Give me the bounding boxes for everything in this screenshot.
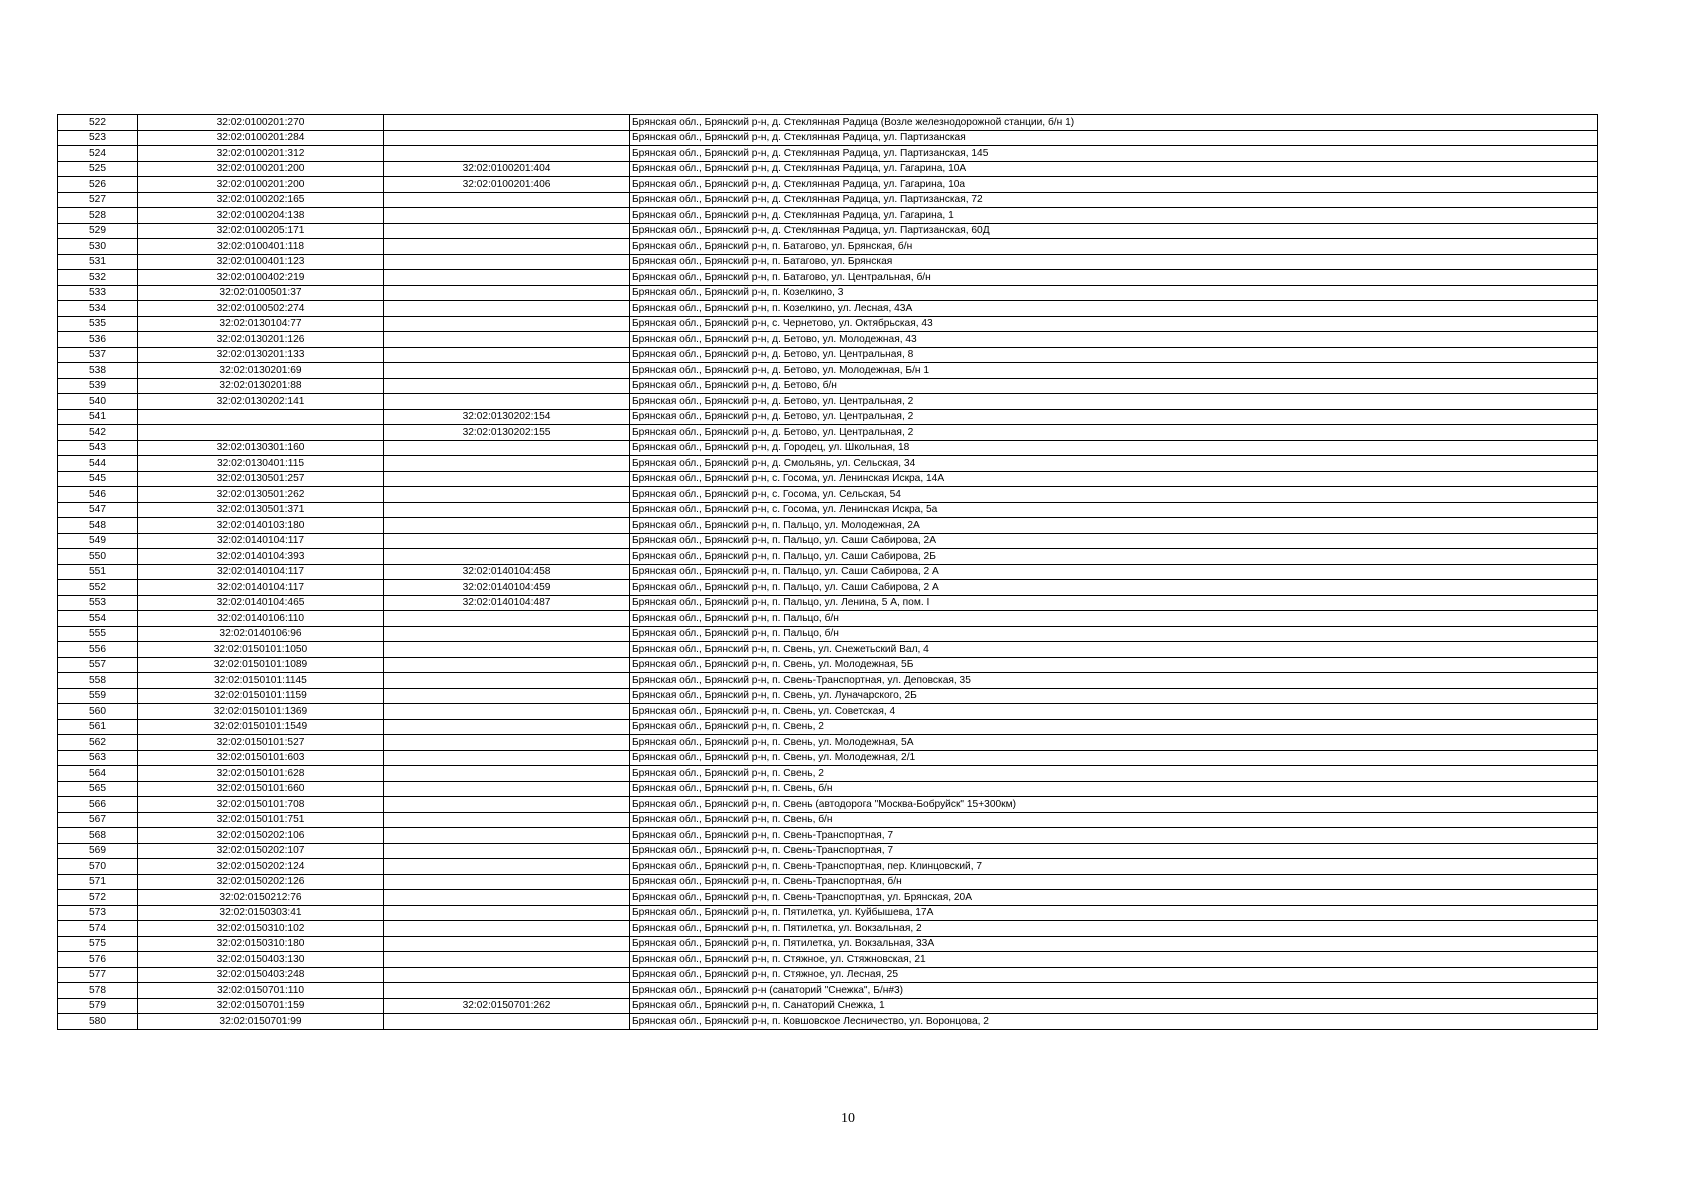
table-row — [58, 487, 1598, 503]
address-cell: Брянская обл., Брянский р-н, д. Стеклянная Радица, ул. Партизанская, 60Д — [630, 223, 1598, 239]
row-number-cell: 530 — [58, 239, 138, 255]
address-cell: Брянская обл., Брянский р-н, п. Пальцо, ул. Саши Сабирова, 2А — [630, 533, 1598, 549]
table-row — [58, 626, 1598, 642]
parent-cadastral-number-cell: 32:02:0150701:262 — [384, 998, 630, 1014]
table-row — [58, 797, 1598, 813]
table-row — [58, 580, 1598, 596]
address-cell: Брянская обл., Брянский р-н, д. Стеклянная Радица, ул. Гагарина, 10А — [630, 161, 1598, 177]
row-number-cell: 546 — [58, 487, 138, 503]
row-number-cell: 534 — [58, 301, 138, 317]
parent-cadastral-number-cell — [384, 1014, 630, 1030]
row-number-cell: 527 — [58, 192, 138, 208]
table-row — [58, 719, 1598, 735]
address-cell: Брянская обл., Брянский р-н, п. Санаторий Снежка, 1 — [630, 998, 1598, 1014]
parent-cadastral-number-cell — [384, 611, 630, 627]
cadastral-number-cell: 32:02:0100202:165 — [138, 192, 384, 208]
cadastral-number-cell: 32:02:0100201:200 — [138, 161, 384, 177]
address-cell: Брянская обл., Брянский р-н, д. Бетово, ул. Центральная, 2 — [630, 409, 1598, 425]
row-number-cell: 525 — [58, 161, 138, 177]
row-number-cell: 572 — [58, 890, 138, 906]
cadastral-number-cell: 32:02:0150212:76 — [138, 890, 384, 906]
address-cell: Брянская обл., Брянский р-н, п. Батагово, ул. Брянская — [630, 254, 1598, 270]
row-number-cell: 536 — [58, 332, 138, 348]
address-cell: Брянская обл., Брянский р-н, д. Стеклянная Радица (Возле железнодорожной станции, б/н 1) — [630, 115, 1598, 131]
parent-cadastral-number-cell — [384, 223, 630, 239]
row-number-cell: 560 — [58, 704, 138, 720]
cadastral-number-cell: 32:02:0150101:1159 — [138, 688, 384, 704]
table-row — [58, 456, 1598, 472]
address-cell: Брянская обл., Брянский р-н, п. Пальцо, ул. Саши Сабирова, 2 А — [630, 580, 1598, 596]
row-number-cell: 535 — [58, 316, 138, 332]
parent-cadastral-number-cell — [384, 704, 630, 720]
parent-cadastral-number-cell — [384, 347, 630, 363]
row-number-cell: 540 — [58, 394, 138, 410]
parent-cadastral-number-cell — [384, 673, 630, 689]
table-row — [58, 285, 1598, 301]
address-cell: Брянская обл., Брянский р-н, с. Госома, ул. Ленинская Искра, 5а — [630, 502, 1598, 518]
parent-cadastral-number-cell — [384, 192, 630, 208]
cadastral-number-cell: 32:02:0130201:133 — [138, 347, 384, 363]
row-number-cell: 567 — [58, 812, 138, 828]
cadastral-number-cell: 32:02:0150310:102 — [138, 921, 384, 937]
address-cell: Брянская обл., Брянский р-н, д. Бетово, ул. Центральная, 2 — [630, 394, 1598, 410]
cadastral-number-cell: 32:02:0140106:96 — [138, 626, 384, 642]
cadastral-number-cell: 32:02:0100201:200 — [138, 177, 384, 193]
parent-cadastral-number-cell — [384, 130, 630, 146]
parent-cadastral-number-cell — [384, 936, 630, 952]
parent-cadastral-number-cell — [384, 502, 630, 518]
row-number-cell: 545 — [58, 471, 138, 487]
cadastral-number-cell: 32:02:0100401:123 — [138, 254, 384, 270]
parent-cadastral-number-cell — [384, 719, 630, 735]
row-number-cell: 565 — [58, 781, 138, 797]
table-row — [58, 394, 1598, 410]
address-cell: Брянская обл., Брянский р-н, д. Городец, ул. Школьная, 18 — [630, 440, 1598, 456]
table-row — [58, 146, 1598, 162]
table-row — [58, 657, 1598, 673]
cadastral-number-cell: 32:02:0140104:393 — [138, 549, 384, 565]
cadastral-number-cell: 32:02:0140104:465 — [138, 595, 384, 611]
parent-cadastral-number-cell: 32:02:0130202:155 — [384, 425, 630, 441]
row-number-cell: 529 — [58, 223, 138, 239]
table-row — [58, 177, 1598, 193]
table-row — [58, 332, 1598, 348]
cadastral-number-cell: 32:02:0140104:117 — [138, 580, 384, 596]
row-number-cell: 555 — [58, 626, 138, 642]
address-cell: Брянская обл., Брянский р-н, п. Пальцо, ул. Молодежная, 2А — [630, 518, 1598, 534]
address-cell: Брянская обл., Брянский р-н, п. Свень, ул. Снежетьский Вал, 4 — [630, 642, 1598, 658]
cadastral-number-cell: 32:02:0100205:171 — [138, 223, 384, 239]
table-row — [58, 735, 1598, 751]
row-number-cell: 522 — [58, 115, 138, 131]
address-cell: Брянская обл., Брянский р-н, п. Свень, ул. Молодежная, 5Б — [630, 657, 1598, 673]
cadastral-number-cell — [138, 425, 384, 441]
table-row — [58, 223, 1598, 239]
cadastral-number-cell: 32:02:0150101:1369 — [138, 704, 384, 720]
table-row — [58, 518, 1598, 534]
address-cell: Брянская обл., Брянский р-н, п. Свень (автодорога "Москва-Бобруйск" 15+300км) — [630, 797, 1598, 813]
table-row — [58, 595, 1598, 611]
cadastral-number-cell: 32:02:0140104:117 — [138, 533, 384, 549]
table-row — [58, 270, 1598, 286]
parent-cadastral-number-cell — [384, 440, 630, 456]
parent-cadastral-number-cell — [384, 952, 630, 968]
parent-cadastral-number-cell — [384, 239, 630, 255]
parent-cadastral-number-cell — [384, 812, 630, 828]
row-number-cell: 541 — [58, 409, 138, 425]
row-number-cell: 539 — [58, 378, 138, 394]
table-row — [58, 347, 1598, 363]
table-row — [58, 936, 1598, 952]
address-cell: Брянская обл., Брянский р-н, п. Свень, ул. Советская, 4 — [630, 704, 1598, 720]
table-row — [58, 502, 1598, 518]
row-number-cell: 563 — [58, 750, 138, 766]
parent-cadastral-number-cell — [384, 766, 630, 782]
cadastral-number-cell: 32:02:0150101:1145 — [138, 673, 384, 689]
row-number-cell: 554 — [58, 611, 138, 627]
cadastral-number-cell: 32:02:0130201:126 — [138, 332, 384, 348]
address-cell: Брянская обл., Брянский р-н, п. Козелкино, ул. Лесная, 43А — [630, 301, 1598, 317]
parent-cadastral-number-cell: 32:02:0140104:459 — [384, 580, 630, 596]
cadastral-number-cell: 32:02:0100204:138 — [138, 208, 384, 224]
row-number-cell: 575 — [58, 936, 138, 952]
parent-cadastral-number-cell — [384, 518, 630, 534]
table-row — [58, 750, 1598, 766]
cadastral-number-cell: 32:02:0100501:37 — [138, 285, 384, 301]
row-number-cell: 576 — [58, 952, 138, 968]
address-cell: Брянская обл., Брянский р-н, п. Ковшовское Лесничество, ул. Воронцова, 2 — [630, 1014, 1598, 1030]
parent-cadastral-number-cell — [384, 254, 630, 270]
address-cell: Брянская обл., Брянский р-н, п. Свень-Транспортная, б/н — [630, 874, 1598, 890]
cadastral-number-cell: 32:02:0130301:160 — [138, 440, 384, 456]
address-cell: Брянская обл., Брянский р-н, п. Свень, ул. Луначарского, 2Б — [630, 688, 1598, 704]
cadastral-number-cell: 32:02:0150101:660 — [138, 781, 384, 797]
row-number-cell: 570 — [58, 859, 138, 875]
parent-cadastral-number-cell — [384, 456, 630, 472]
cadastral-number-cell: 32:02:0130501:262 — [138, 487, 384, 503]
parent-cadastral-number-cell — [384, 828, 630, 844]
parent-cadastral-number-cell — [384, 270, 630, 286]
table-row — [58, 673, 1598, 689]
row-number-cell: 559 — [58, 688, 138, 704]
cadastral-number-cell: 32:02:0100201:284 — [138, 130, 384, 146]
table-row — [58, 611, 1598, 627]
parent-cadastral-number-cell: 32:02:0140104:458 — [384, 564, 630, 580]
parent-cadastral-number-cell — [384, 735, 630, 751]
row-number-cell: 578 — [58, 983, 138, 999]
cadastral-number-cell: 32:02:0150202:107 — [138, 843, 384, 859]
parent-cadastral-number-cell — [384, 797, 630, 813]
table-row — [58, 378, 1598, 394]
address-cell: Брянская обл., Брянский р-н, д. Стеклянная Радица, ул. Гагарина, 1 — [630, 208, 1598, 224]
row-number-cell: 562 — [58, 735, 138, 751]
address-cell: Брянская обл., Брянский р-н, п. Свень, 2 — [630, 719, 1598, 735]
row-number-cell: 580 — [58, 1014, 138, 1030]
table-row — [58, 921, 1598, 937]
cadastral-number-cell: 32:02:0150310:180 — [138, 936, 384, 952]
cadastral-number-cell: 32:02:0150701:110 — [138, 983, 384, 999]
cadastral-number-cell: 32:02:0140103:180 — [138, 518, 384, 534]
row-number-cell: 543 — [58, 440, 138, 456]
address-cell: Брянская обл., Брянский р-н, п. Стяжное, ул. Стяжновская, 21 — [630, 952, 1598, 968]
cadastral-number-cell: 32:02:0150101:708 — [138, 797, 384, 813]
address-cell: Брянская обл., Брянский р-н, п. Батагово, ул. Брянская, б/н — [630, 239, 1598, 255]
row-number-cell: 528 — [58, 208, 138, 224]
cadastral-number-cell: 32:02:0150202:126 — [138, 874, 384, 890]
table-row — [58, 549, 1598, 565]
table-row — [58, 115, 1598, 131]
address-cell: Брянская обл., Брянский р-н, п. Пальцо, ул. Саши Сабирова, 2Б — [630, 549, 1598, 565]
row-number-cell: 574 — [58, 921, 138, 937]
cadastral-number-cell: 32:02:0140106:110 — [138, 611, 384, 627]
table-row — [58, 363, 1598, 379]
table-row — [58, 890, 1598, 906]
parent-cadastral-number-cell: 32:02:0140104:487 — [384, 595, 630, 611]
table-row — [58, 161, 1598, 177]
table-row — [58, 471, 1598, 487]
address-cell: Брянская обл., Брянский р-н, п. Свень, б/н — [630, 781, 1598, 797]
row-number-cell: 550 — [58, 549, 138, 565]
parent-cadastral-number-cell — [384, 781, 630, 797]
parent-cadastral-number-cell — [384, 208, 630, 224]
table-row — [58, 1014, 1598, 1030]
parent-cadastral-number-cell: 32:02:0130202:154 — [384, 409, 630, 425]
table-row — [58, 998, 1598, 1014]
registry-table-body — [58, 115, 1598, 1030]
parent-cadastral-number-cell — [384, 378, 630, 394]
parent-cadastral-number-cell — [384, 394, 630, 410]
address-cell: Брянская обл., Брянский р-н, д. Смольянь, ул. Сельская, 34 — [630, 456, 1598, 472]
row-number-cell: 561 — [58, 719, 138, 735]
parent-cadastral-number-cell — [384, 642, 630, 658]
cadastral-number-cell: 32:02:0130501:371 — [138, 502, 384, 518]
table-row — [58, 781, 1598, 797]
row-number-cell: 523 — [58, 130, 138, 146]
table-row — [58, 828, 1598, 844]
cadastral-number-cell: 32:02:0150101:603 — [138, 750, 384, 766]
row-number-cell: 573 — [58, 905, 138, 921]
row-number-cell: 524 — [58, 146, 138, 162]
parent-cadastral-number-cell — [384, 363, 630, 379]
row-number-cell: 571 — [58, 874, 138, 890]
parent-cadastral-number-cell — [384, 843, 630, 859]
table-row — [58, 859, 1598, 875]
table-row — [58, 316, 1598, 332]
cadastral-number-cell: 32:02:0150101:628 — [138, 766, 384, 782]
cadastral-number-cell: 32:02:0150701:159 — [138, 998, 384, 1014]
cadastral-number-cell: 32:02:0100402:219 — [138, 270, 384, 286]
table-row — [58, 983, 1598, 999]
table-row — [58, 905, 1598, 921]
address-cell: Брянская обл., Брянский р-н, п. Пальцо, ул. Саши Сабирова, 2 А — [630, 564, 1598, 580]
table-row — [58, 704, 1598, 720]
address-cell: Брянская обл., Брянский р-н, д. Бетово, б/н — [630, 378, 1598, 394]
parent-cadastral-number-cell — [384, 688, 630, 704]
table-row — [58, 208, 1598, 224]
table-row — [58, 409, 1598, 425]
table-row — [58, 440, 1598, 456]
cadastral-number-cell — [138, 409, 384, 425]
parent-cadastral-number-cell — [384, 921, 630, 937]
table-row — [58, 239, 1598, 255]
cadastral-number-cell: 32:02:0150303:41 — [138, 905, 384, 921]
address-cell: Брянская обл., Брянский р-н, д. Стеклянная Радица, ул. Партизанская — [630, 130, 1598, 146]
row-number-cell: 531 — [58, 254, 138, 270]
address-cell: Брянская обл., Брянский р-н, п. Свень, ул. Молодежная, 5А — [630, 735, 1598, 751]
row-number-cell: 564 — [58, 766, 138, 782]
address-cell: Брянская обл., Брянский р-н, п. Пятилетка, ул. Вокзальная, 2 — [630, 921, 1598, 937]
address-cell: Брянская обл., Брянский р-н (санаторий "Снежка", Б/н#3) — [630, 983, 1598, 999]
row-number-cell: 547 — [58, 502, 138, 518]
row-number-cell: 549 — [58, 533, 138, 549]
table-row — [58, 564, 1598, 580]
cadastral-number-cell: 32:02:0130201:88 — [138, 378, 384, 394]
row-number-cell: 544 — [58, 456, 138, 472]
parent-cadastral-number-cell — [384, 549, 630, 565]
address-cell: Брянская обл., Брянский р-н, п. Свень-Транспортная, 7 — [630, 828, 1598, 844]
parent-cadastral-number-cell — [384, 890, 630, 906]
address-cell: Брянская обл., Брянский р-н, п. Пальцо, ул. Ленина, 5 А, пом. I — [630, 595, 1598, 611]
cadastral-number-cell: 32:02:0150101:1089 — [138, 657, 384, 673]
cadastral-number-cell: 32:02:0130202:141 — [138, 394, 384, 410]
parent-cadastral-number-cell — [384, 967, 630, 983]
address-cell: Брянская обл., Брянский р-н, д. Стеклянная Радица, ул. Партизанская, 72 — [630, 192, 1598, 208]
parent-cadastral-number-cell: 32:02:0100201:404 — [384, 161, 630, 177]
table-row — [58, 874, 1598, 890]
row-number-cell: 566 — [58, 797, 138, 813]
cadastral-number-cell: 32:02:0130201:69 — [138, 363, 384, 379]
cadastral-number-cell: 32:02:0150101:527 — [138, 735, 384, 751]
address-cell: Брянская обл., Брянский р-н, д. Бетово, ул. Молодежная, Б/н 1 — [630, 363, 1598, 379]
table-row — [58, 843, 1598, 859]
address-cell: Брянская обл., Брянский р-н, с. Госома, ул. Ленинская Искра, 14А — [630, 471, 1598, 487]
row-number-cell: 551 — [58, 564, 138, 580]
row-number-cell: 552 — [58, 580, 138, 596]
cadastral-number-cell: 32:02:0140104:117 — [138, 564, 384, 580]
address-cell: Брянская обл., Брянский р-н, п. Пятилетка, ул. Куйбышева, 17А — [630, 905, 1598, 921]
row-number-cell: 533 — [58, 285, 138, 301]
parent-cadastral-number-cell — [384, 983, 630, 999]
cadastral-number-cell: 32:02:0100201:312 — [138, 146, 384, 162]
table-row — [58, 642, 1598, 658]
address-cell: Брянская обл., Брянский р-н, п. Пальцо, б/н — [630, 611, 1598, 627]
cadastral-number-cell: 32:02:0130104:77 — [138, 316, 384, 332]
table-row — [58, 766, 1598, 782]
cadastral-number-cell: 32:02:0150101:1050 — [138, 642, 384, 658]
table-row — [58, 533, 1598, 549]
table-row — [58, 192, 1598, 208]
address-cell: Брянская обл., Брянский р-н, п. Козелкино, 3 — [630, 285, 1598, 301]
address-cell: Брянская обл., Брянский р-н, с. Госома, ул. Сельская, 54 — [630, 487, 1598, 503]
address-cell: Брянская обл., Брянский р-н, п. Свень-Транспортная, 7 — [630, 843, 1598, 859]
row-number-cell: 557 — [58, 657, 138, 673]
row-number-cell: 577 — [58, 967, 138, 983]
row-number-cell: 579 — [58, 998, 138, 1014]
table-row — [58, 967, 1598, 983]
row-number-cell: 542 — [58, 425, 138, 441]
table-row — [58, 688, 1598, 704]
cadastral-number-cell: 32:02:0130401:115 — [138, 456, 384, 472]
row-number-cell: 548 — [58, 518, 138, 534]
parent-cadastral-number-cell — [384, 471, 630, 487]
table-row — [58, 254, 1598, 270]
row-number-cell: 556 — [58, 642, 138, 658]
parent-cadastral-number-cell — [384, 301, 630, 317]
address-cell: Брянская обл., Брянский р-н, п. Батагово, ул. Центральная, б/н — [630, 270, 1598, 286]
row-number-cell: 569 — [58, 843, 138, 859]
parent-cadastral-number-cell — [384, 533, 630, 549]
table-row — [58, 130, 1598, 146]
address-cell: Брянская обл., Брянский р-н, с. Чернетово, ул. Октябрьская, 43 — [630, 316, 1598, 332]
address-cell: Брянская обл., Брянский р-н, п. Свень, ул. Молодежная, 2/1 — [630, 750, 1598, 766]
table-row — [58, 952, 1598, 968]
table-row — [58, 301, 1598, 317]
cadastral-number-cell: 32:02:0150101:751 — [138, 812, 384, 828]
parent-cadastral-number-cell — [384, 905, 630, 921]
address-cell: Брянская обл., Брянский р-н, д. Стеклянная Радица, ул. Гагарина, 10а — [630, 177, 1598, 193]
address-cell: Брянская обл., Брянский р-н, п. Пятилетка, ул. Вокзальная, 33А — [630, 936, 1598, 952]
cadastral-number-cell: 32:02:0150701:99 — [138, 1014, 384, 1030]
cadastral-number-cell: 32:02:0150403:130 — [138, 952, 384, 968]
cadastral-number-cell: 32:02:0100201:270 — [138, 115, 384, 131]
cadastral-number-cell: 32:02:0150403:248 — [138, 967, 384, 983]
cadastral-number-cell: 32:02:0130501:257 — [138, 471, 384, 487]
parent-cadastral-number-cell — [384, 874, 630, 890]
parent-cadastral-number-cell — [384, 332, 630, 348]
address-cell: Брянская обл., Брянский р-н, д. Бетово, ул. Центральная, 2 — [630, 425, 1598, 441]
row-number-cell: 526 — [58, 177, 138, 193]
parent-cadastral-number-cell — [384, 750, 630, 766]
address-cell: Брянская обл., Брянский р-н, п. Свень, 2 — [630, 766, 1598, 782]
parent-cadastral-number-cell — [384, 115, 630, 131]
address-cell: Брянская обл., Брянский р-н, п. Пальцо, б/н — [630, 626, 1598, 642]
page-number: 10 — [841, 1111, 855, 1126]
cadastral-number-cell: 32:02:0100401:118 — [138, 239, 384, 255]
parent-cadastral-number-cell — [384, 657, 630, 673]
row-number-cell: 532 — [58, 270, 138, 286]
parent-cadastral-number-cell — [384, 285, 630, 301]
row-number-cell: 553 — [58, 595, 138, 611]
address-cell: Брянская обл., Брянский р-н, п. Свень-Транспортная, ул. Брянская, 20А — [630, 890, 1598, 906]
table-row — [58, 425, 1598, 441]
address-cell: Брянская обл., Брянский р-н, п. Свень-Транспортная, ул. Деповская, 35 — [630, 673, 1598, 689]
table-row — [58, 812, 1598, 828]
row-number-cell: 558 — [58, 673, 138, 689]
address-cell: Брянская обл., Брянский р-н, п. Свень, б/н — [630, 812, 1598, 828]
address-cell: Брянская обл., Брянский р-н, д. Бетово, ул. Молодежная, 43 — [630, 332, 1598, 348]
cadastral-number-cell: 32:02:0150202:124 — [138, 859, 384, 875]
parent-cadastral-number-cell — [384, 487, 630, 503]
address-cell: Брянская обл., Брянский р-н, п. Свень-Транспортная, пер. Клинцовский, 7 — [630, 859, 1598, 875]
parent-cadastral-number-cell: 32:02:0100201:406 — [384, 177, 630, 193]
parent-cadastral-number-cell — [384, 859, 630, 875]
row-number-cell: 537 — [58, 347, 138, 363]
parent-cadastral-number-cell — [384, 316, 630, 332]
cadastral-number-cell: 32:02:0100502:274 — [138, 301, 384, 317]
property-registry-table — [57, 114, 1598, 1030]
address-cell: Брянская обл., Брянский р-н, д. Бетово, ул. Центральная, 8 — [630, 347, 1598, 363]
cadastral-number-cell: 32:02:0150101:1549 — [138, 719, 384, 735]
cadastral-number-cell: 32:02:0150202:106 — [138, 828, 384, 844]
row-number-cell: 538 — [58, 363, 138, 379]
parent-cadastral-number-cell — [384, 146, 630, 162]
parent-cadastral-number-cell — [384, 626, 630, 642]
address-cell: Брянская обл., Брянский р-н, д. Стеклянная Радица, ул. Партизанская, 145 — [630, 146, 1598, 162]
address-cell: Брянская обл., Брянский р-н, п. Стяжное, ул. Лесная, 25 — [630, 967, 1598, 983]
row-number-cell: 568 — [58, 828, 138, 844]
